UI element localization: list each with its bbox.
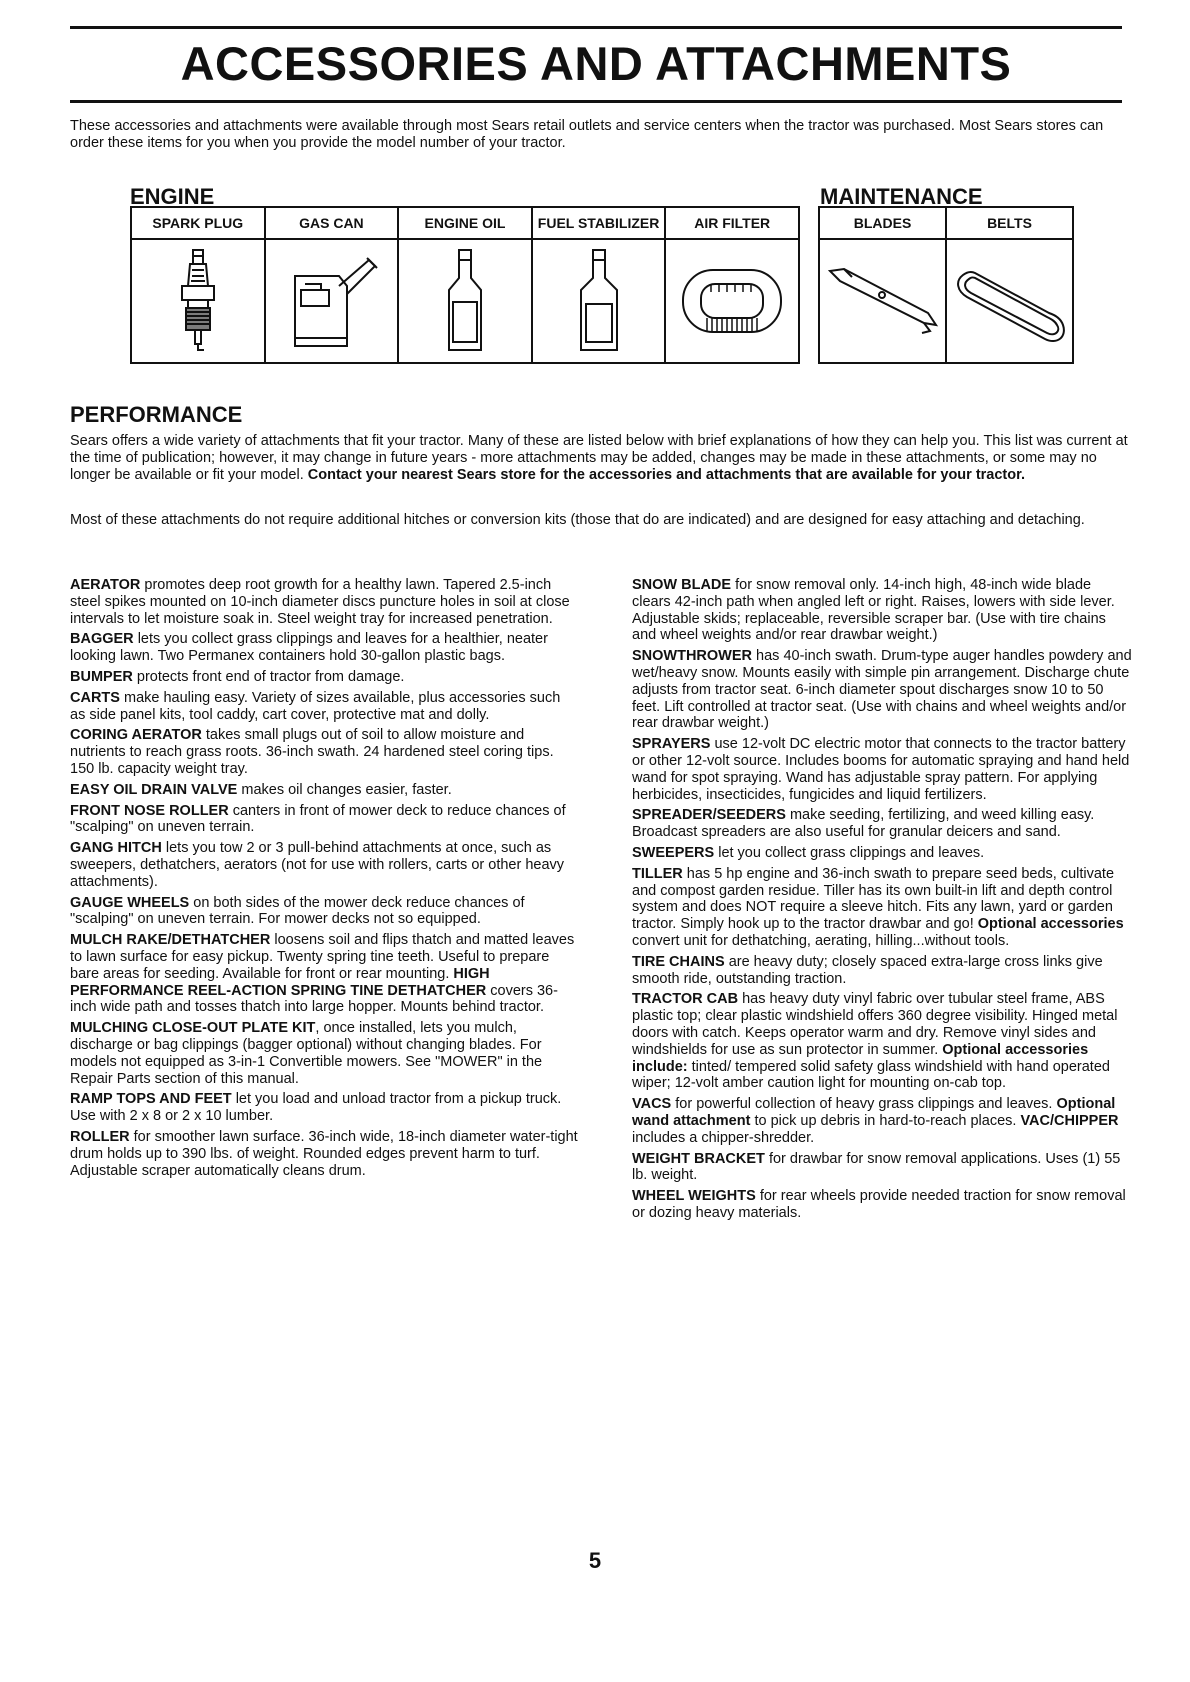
list-item: TILLER has 5 hp engine and 36-inch swath to prepare seed beds, cultivate and compost garden residue. Tiller has its own built-in lift and depth control system and does NOT require a sleeve hitch. Fits any lawn, yard or garden tractor. Simply hook up to the tractor drawbar and go! Optional accessories convert unit for dethatching, aerating, hilling...without tools.	[632, 865, 1124, 949]
performance-heading: PERFORMANCE	[70, 402, 243, 427]
list-item: WEIGHT BRACKET for drawbar for snow removal applications. Uses (1) 55 lb. weight.	[632, 1150, 1121, 1184]
list-item: SWEEPERS let you collect grass clippings and leaves.	[632, 844, 985, 861]
page-title: ACCESSORIES AND ATTACHMENTS	[180, 37, 1012, 90]
intro-paragraph: These accessories and attachments were available through most Sears retail outlets and service centers when the tractor was purchased. Most Sears stores can order these items for you when you provide the model number of your tractor.	[70, 118, 1104, 151]
mower-blade-icon	[824, 251, 942, 351]
list-item: SPRAYERS use 12-volt DC electric motor that connects to the tractor battery or other 12-volt source. Includes booms for automatic spraying and hand held wand for spot spraying. Wand has adjustable spray pattern. For applying herbicides, insecticides, fungicides and liquid fertilizers.	[632, 736, 1130, 803]
list-item: TIRE CHAINS are heavy duty; closely spaced extra-large cross links give smooth ride, outstanding traction.	[632, 953, 1103, 987]
list-item: GAUGE WHEELS on both sides of the mower deck reduce chances of "scalping" on uneven terrain. For mower decks not so equipped.	[70, 894, 525, 928]
list-item: SPREADER/SEEDERS make seeding, fertilizing, and weed killing easy. Broadcast spreaders are also useful for granular deicers and sand.	[632, 807, 1095, 841]
performance-paragraph-2: Most of these attachments do not require additional hitches or conversion kits (those that do are indicated) and are designed for easy attaching and detaching.	[70, 512, 1085, 528]
spark-plug-label: SPARK PLUG	[131, 207, 265, 239]
maintenance-table	[818, 206, 1074, 364]
list-item: MULCHING CLOSE-OUT PLATE KIT, once installed, lets you mulch, discharge or bag clippings (bagger optional) without changing blades. For models not equipped as 3-in-1 Convertible mowers. See "MOWER" in the Repair Parts section of this manual.	[70, 1020, 543, 1087]
top-rule	[70, 26, 1122, 29]
fuel-stabilizer-cell	[532, 239, 666, 363]
list-item: CORING AERATOR takes small plugs out of soil to allow moisture and nutrients to reach grass roots. 36-inch swath. 24 hardened steel coring tips. 150 lb. capacity weight tray.	[70, 727, 554, 777]
list-item: FRONT NOSE ROLLER canters in front of mower deck to reduce chances of "scalping" on uneven terrain.	[70, 802, 566, 836]
list-item: CARTS make hauling easy. Variety of sizes available, plus accessories such as side panel kits, tool caddy, cart cover, protective mat and dolly.	[70, 689, 561, 723]
air-filter-label: AIR FILTER	[665, 207, 799, 239]
spark-plug-icon	[168, 246, 228, 356]
list-item: GANG HITCH lets you tow 2 or 3 pull-behind attachments at once, such as sweepers, dethatchers, aerators (not for use with rollers, carts or other heavy attachments).	[70, 840, 565, 890]
blades-label: BLADES	[819, 207, 946, 239]
air-filter-cell	[665, 239, 799, 363]
left-column	[70, 577, 578, 1183]
gas-can-cell	[265, 239, 399, 363]
blades-cell	[819, 239, 946, 363]
list-item: MULCH RAKE/DETHATCHER loosens soil and flips thatch and matted leaves to lawn surface for easy pickup. Twenty spring tine teeth. Useful to prepare bare areas for seeding. Available for front or rear mounting. HIGH PERFORMANCE REEL-ACTION SPRING TINE DETHATCHER covers 36-inch wide path and tosses thatch into large hopper. Mounts behind tractor.	[70, 932, 575, 1016]
performance-paragraph-1	[70, 433, 1136, 484]
list-item: BUMPER protects front end of tractor from damage.	[70, 668, 405, 685]
list-item: WHEEL WEIGHTS for rear wheels provide needed traction for snow removal or dozing heavy materials.	[632, 1188, 1126, 1221]
belts-label: BELTS	[946, 207, 1073, 239]
stabilizer-bottle-icon	[569, 246, 629, 356]
oil-bottle-icon	[435, 246, 495, 356]
fuel-stabilizer-label: FUEL STABILIZER	[532, 207, 666, 239]
list-item: ROLLER for smoother lawn surface. 36-inch wide, 18-inch diameter water-tight drum holds up to 390 lbs. of weight. Rounded edges prevent harm to turf. Adjustable scraper automatically cleans drum.	[70, 1128, 578, 1179]
performance-text: Sears offers a wide variety of attachments that fit your tractor. Many of these are listed below with brief explanations of how they can help you. This list was current at the time of publication; however, it may change in future years - more attachments may be added, changes may be made in these attachments, or some may no longer be available or fit your model.	[70, 433, 1128, 483]
belt-icon	[949, 251, 1071, 351]
list-item: RAMP TOPS AND FEET let you load and unload tractor from a pickup truck. Use with 2 x 8 or 2 x 10 lumber.	[70, 1091, 562, 1125]
performance-contact-note: Contact your nearest Sears store for the accessories and attachments that are available for your tractor.	[307, 467, 1025, 483]
list-item: BAGGER lets you collect grass clippings and leaves for a healthier, neater looking lawn. Two Permanex containers hold 30-gallon plastic bags.	[70, 631, 548, 665]
air-filter-icon	[677, 256, 787, 346]
list-item: EASY OIL DRAIN VALVE makes oil changes easier, faster.	[70, 781, 452, 798]
gas-can-icon	[281, 246, 381, 356]
list-item: AERATOR promotes deep root growth for a healthy lawn. Tapered 2.5-inch steel spikes mounted on 10-inch diameter discs puncture holes in soil at close intervals to let moisture soak in. Steel weight tray for increased penetration.	[70, 577, 570, 627]
belts-cell	[946, 239, 1073, 363]
engine-heading: ENGINE	[130, 184, 215, 209]
maintenance-heading: MAINTENANCE	[820, 184, 983, 209]
gas-can-label: GAS CAN	[265, 207, 399, 239]
title-underline	[70, 100, 1122, 103]
list-item: SNOW BLADE for snow removal only. 14-inch high, 48-inch wide blade clears 42-inch path when angled left or right. Raises, lowers with side lever. Adjustable skids; replaceable, reversible scraper bar. (Use with tire chains and wheel weights and/or rear drawbar weight.)	[632, 577, 1115, 644]
engine-table	[130, 206, 800, 364]
list-item: VACS for powerful collection of heavy grass clippings and leaves. Optional wand attachment to pick up debris in hard-to-reach places. VAC/CHIPPER includes a chipper-shredder.	[632, 1096, 1119, 1146]
list-item: TRACTOR CAB has heavy duty vinyl fabric over tubular steel frame, ABS plastic top; clear plastic windshield offers 360 degree visibility. Hinged metal doors with catch. Keeps operator warm and dry. Remove vinyl sides and windshields for use as sun protector in summer. Optional accessories include: tinted/ tempered solid safety glass windshield with hand operated wiper; 12-volt amber caution light for mounting on-cab top.	[632, 991, 1118, 1092]
spark-plug-cell	[131, 239, 265, 363]
list-item: SNOWTHROWER has 40-inch swath. Drum-type auger handles powdery and wet/heavy snow. Mounts easily with simple pin arrangement. Discharge chute adjusts from tractor seat. 6-inch diameter spout discharges snow 10 to 50 feet. Lift controlled at tractor seat. (Use with chains and wheel weights and/or rear drawbar weight.)	[632, 648, 1132, 732]
right-column	[632, 577, 1132, 1226]
page-number: 5	[588, 1548, 602, 1573]
engine-oil-cell	[398, 239, 532, 363]
engine-oil-label: ENGINE OIL	[398, 207, 532, 239]
